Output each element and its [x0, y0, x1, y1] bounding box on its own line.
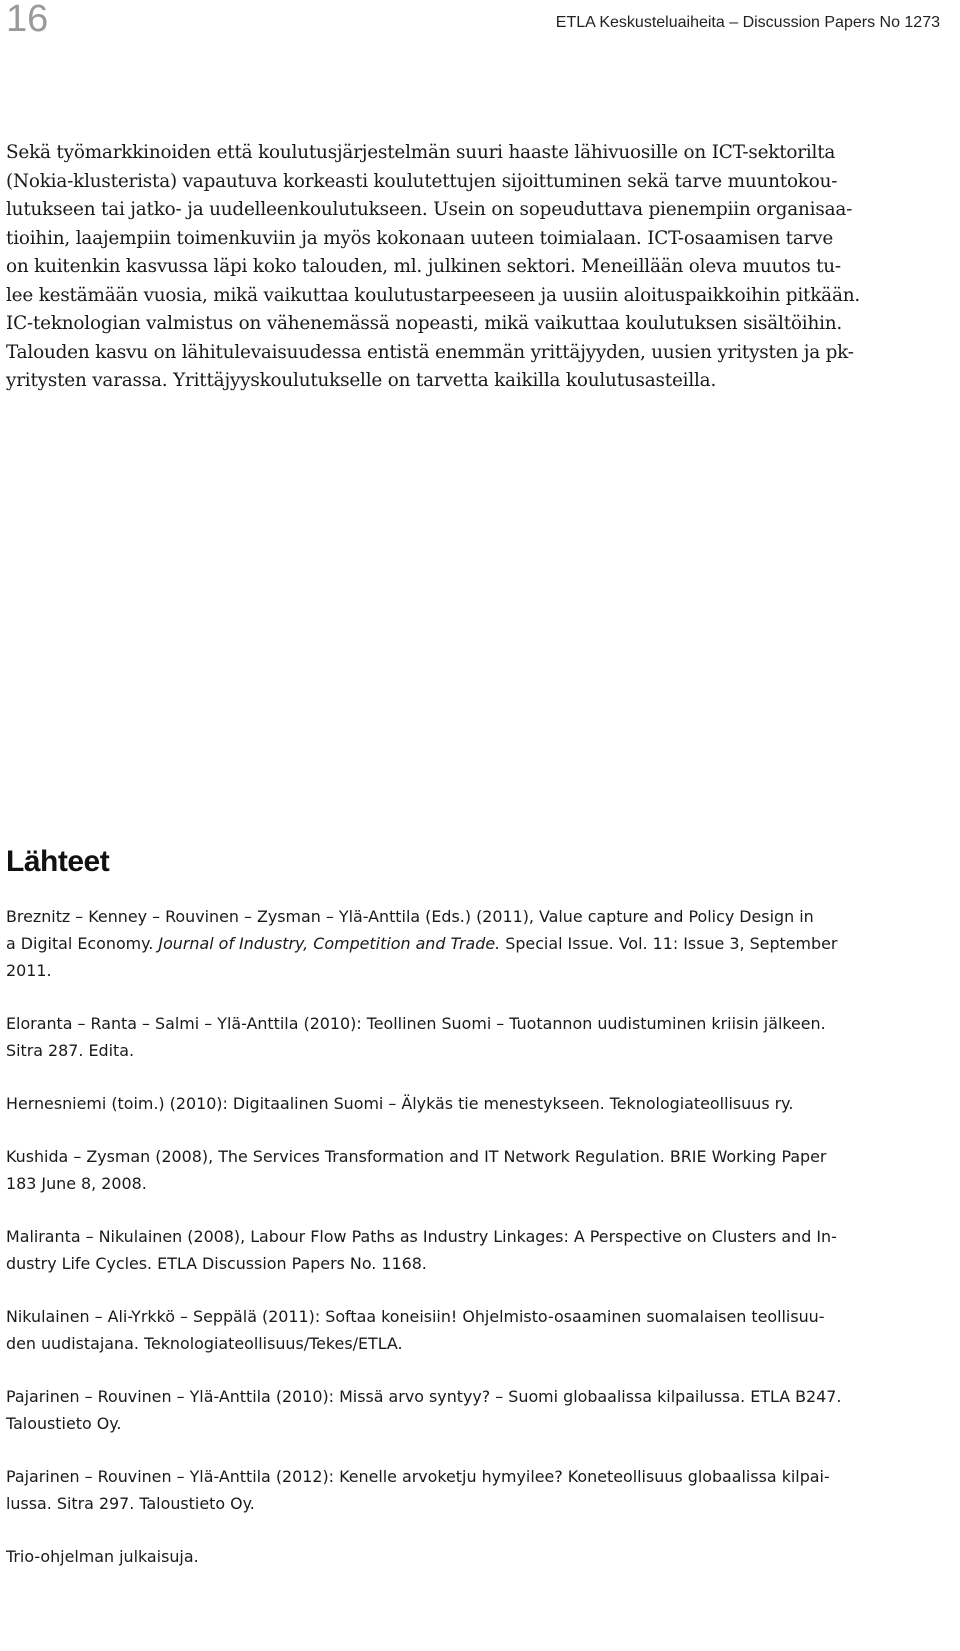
- running-header: ETLA Keskusteluaiheita – Discussion Papers No 1273: [555, 14, 940, 31]
- body-line: Sekä työmarkkinoiden että koulutusjärjestelmän suuri haaste lähivuosille on ICT-sektorilta: [6, 142, 836, 163]
- reference-line: den uudistajana. Teknologiateollisuus/Tekes/ETLA.: [6, 1334, 403, 1353]
- body-paragraph: [6, 139, 922, 396]
- reference-line: Trio-ohjelman julkaisuja.: [6, 1547, 199, 1566]
- reference-text: Special Issue. Vol. 11: Issue 3, September: [500, 934, 838, 953]
- reference-line: Maliranta – Nikulainen (2008), Labour Flow Paths as Industry Linkages: A Perspective on Clusters and In-: [6, 1227, 837, 1246]
- body-line: on kuitenkin kasvussa läpi koko talouden, ml. julkinen sektori. Meneillään oleva muutos tu-: [6, 256, 841, 277]
- body-line: IC-teknologian valmistus on vähenemässä nopeasti, mikä vaikuttaa koulutuksen sisältöihin.: [6, 313, 843, 334]
- reference-line: [6, 930, 922, 957]
- body-line: tioihin, laajempiin toimenkuviin ja myös kokonaan uuteen toimialaan. ICT-osaamisen tarve: [6, 227, 834, 249]
- references-heading: Lähteet: [6, 845, 110, 878]
- reference-line: Sitra 287. Edita.: [6, 1041, 135, 1060]
- reference-item: [6, 1303, 922, 1357]
- reference-line: Eloranta – Ranta – Salmi – Ylä-Anttila (2010): Teollinen Suomi – Tuotannon uudistuminen kriisin jälkeen.: [6, 1014, 826, 1033]
- page-number: 16: [6, 0, 49, 40]
- reference-item: [6, 1543, 922, 1570]
- reference-line: lussa. Sitra 297. Taloustieto Oy.: [6, 1494, 255, 1513]
- body-line: yritysten varassa. Yrittäjyyskoulutukselle on tarvetta kaikilla koulutusasteilla.: [6, 370, 717, 391]
- reference-line: Pajarinen – Rouvinen – Ylä-Anttila (2010): Missä arvo syntyy? – Suomi globaalissa kilpailussa. ETLA B247.: [6, 1387, 842, 1406]
- reference-line: Kushida – Zysman (2008), The Services Transformation and IT Network Regulation. BRIE Working Paper: [6, 1147, 827, 1166]
- reference-item: [6, 1090, 922, 1117]
- body-line: Talouden kasvu on lähitulevaisuudessa entistä enemmän yrittäjyyden, uusien yritysten ja pk-: [6, 341, 854, 363]
- reference-item: [6, 1223, 922, 1277]
- reference-line: Breznitz – Kenney – Rouvinen – Zysman – Ylä-Anttila (Eds.) (2011), Value capture and Policy Design in: [6, 907, 814, 926]
- reference-line: Pajarinen – Rouvinen – Ylä-Anttila (2012): Kenelle arvoketju hymyilee? Koneteollisuus globaalissa kilpai-: [6, 1467, 830, 1486]
- reference-line: Taloustieto Oy.: [6, 1414, 122, 1433]
- reference-line: 183 June 8, 2008.: [6, 1174, 147, 1193]
- reference-item: [6, 1010, 922, 1064]
- reference-item: [6, 1143, 922, 1197]
- body-line: lee kestämään vuosia, mikä vaikuttaa koulutustarpeeseen ja uusiin aloituspaikkoihin pitkään.: [6, 284, 860, 306]
- journal-title: Journal of Industry, Competition and Trade.: [158, 934, 501, 953]
- reference-item: [6, 1463, 922, 1517]
- reference-line: dustry Life Cycles. ETLA Discussion Papers No. 1168.: [6, 1254, 427, 1273]
- reference-item: [6, 1383, 922, 1437]
- reference-item: [6, 903, 922, 984]
- body-line: lutukseen tai jatko- ja uudelleenkoulutukseen. Usein on sopeuduttava pienempiin organisaa-: [6, 199, 853, 220]
- reference-line: Nikulainen – Ali-Yrkkö – Seppälä (2011): Softaa koneisiin! Ohjelmisto-osaaminen suomalaisen teollisuu-: [6, 1307, 825, 1326]
- reference-text: a Digital Economy.: [6, 934, 159, 953]
- reference-list: [6, 903, 922, 1596]
- body-line: (Nokia-klusterista) vapautuva korkeasti koulutettujen sijoittuminen sekä tarve muuntokou-: [6, 170, 838, 192]
- reference-line: Hernesniemi (toim.) (2010): Digitaalinen Suomi – Älykäs tie menestykseen. Teknologiateollisuus ry.: [6, 1094, 794, 1113]
- reference-line: 2011.: [6, 961, 52, 980]
